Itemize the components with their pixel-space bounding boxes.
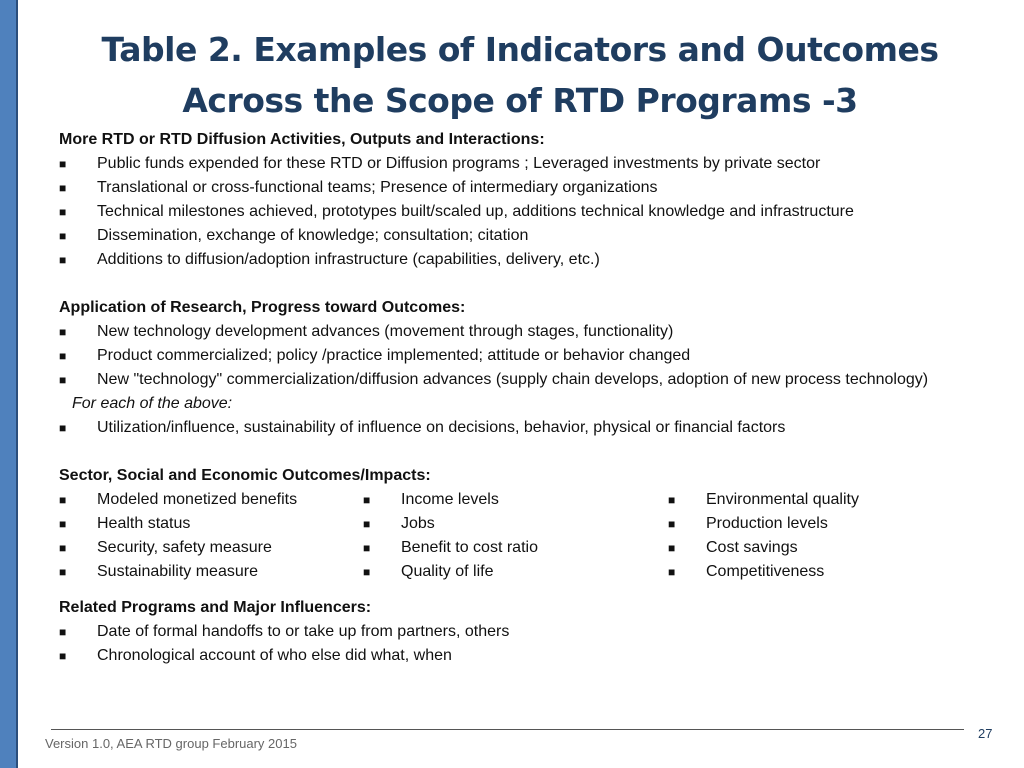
square-bullet-icon: ■ xyxy=(59,205,67,219)
square-bullet-icon: ■ xyxy=(59,253,67,267)
square-bullet-icon: ■ xyxy=(59,517,67,531)
list-item: ■ Chronological account of who else did what, when xyxy=(59,644,989,668)
list-item: ■ Income levels xyxy=(363,488,668,512)
square-bullet-icon: ■ xyxy=(363,565,371,579)
list-item: ■ Public funds expended for these RTD or Diffusion programs ; Leveraged investments by private sector xyxy=(59,152,989,176)
slide-content xyxy=(59,128,989,668)
square-bullet-icon: ■ xyxy=(59,541,67,555)
square-bullet-icon: ■ xyxy=(59,325,67,339)
slide-title: Table 2. Examples of Indicators and Outcomes Across the Scope of RTD Programs -3 xyxy=(101,30,939,120)
section-heading: Related Programs and Major Influencers: xyxy=(59,599,372,616)
list-item: ■ New technology development advances (movement through stages, functionality) xyxy=(59,320,989,344)
square-bullet-icon: ■ xyxy=(59,493,67,507)
outcomes-column xyxy=(363,488,668,584)
section-heading: Sector, Social and Economic Outcomes/Impacts: xyxy=(59,467,431,484)
footer-divider xyxy=(51,729,964,730)
square-bullet-icon: ■ xyxy=(668,517,676,531)
list-item: ■ Utilization/influence, sustainability of influence on decisions, behavior, physical or financial factors xyxy=(59,416,989,440)
list-item: ■ Health status xyxy=(59,512,363,536)
list-item: ■ Security, safety measure xyxy=(59,536,363,560)
section-heading: Application of Research, Progress toward Outcomes: xyxy=(59,299,466,316)
outcomes-column xyxy=(668,488,968,584)
list-item: ■ Translational or cross-functional teams; Presence of intermediary organizations xyxy=(59,176,989,200)
list-item: ■ Date of formal handoffs to or take up from partners, others xyxy=(59,620,989,644)
square-bullet-icon: ■ xyxy=(668,541,676,555)
square-bullet-icon: ■ xyxy=(59,421,67,435)
list-item: ■ Production levels xyxy=(668,512,968,536)
square-bullet-icon: ■ xyxy=(59,229,67,243)
list-item: ■ Environmental quality xyxy=(668,488,968,512)
list-item: ■ Cost savings xyxy=(668,536,968,560)
square-bullet-icon: ■ xyxy=(363,517,371,531)
footer-version: Version 1.0, AEA RTD group February 2015 xyxy=(45,736,297,751)
square-bullet-icon: ■ xyxy=(363,493,371,507)
list-item: ■ Modeled monetized benefits xyxy=(59,488,363,512)
list-item: ■ Competitiveness xyxy=(668,560,968,584)
square-bullet-icon: ■ xyxy=(59,649,67,663)
list-item: ■ Benefit to cost ratio xyxy=(363,536,668,560)
square-bullet-icon: ■ xyxy=(668,493,676,507)
page-number: 27 xyxy=(978,726,993,741)
square-bullet-icon: ■ xyxy=(59,373,67,387)
left-accent-bar xyxy=(0,0,18,768)
section-heading: More RTD or RTD Diffusion Activities, Outputs and Interactions: xyxy=(59,131,545,148)
list-item: ■ Dissemination, exchange of knowledge; consultation; citation xyxy=(59,224,989,248)
square-bullet-icon: ■ xyxy=(59,181,67,195)
list-note: For each of the above: xyxy=(72,395,233,412)
square-bullet-icon: ■ xyxy=(59,625,67,639)
list-item: ■ Product commercialized; policy /practice implemented; attitude or behavior changed xyxy=(59,344,989,368)
square-bullet-icon: ■ xyxy=(59,565,67,579)
outcomes-column xyxy=(59,488,363,584)
square-bullet-icon: ■ xyxy=(59,349,67,363)
square-bullet-icon: ■ xyxy=(668,565,676,579)
outcomes-columns xyxy=(59,488,989,584)
list-item: ■ Jobs xyxy=(363,512,668,536)
list-item: ■ Quality of life xyxy=(363,560,668,584)
list-item: ■ Additions to diffusion/adoption infrastructure (capabilities, delivery, etc.) xyxy=(59,248,989,272)
list-item: ■ Technical milestones achieved, prototypes built/scaled up, additions technical knowledge and infrastructure xyxy=(59,200,989,224)
square-bullet-icon: ■ xyxy=(363,541,371,555)
list-item: ■ Sustainability measure xyxy=(59,560,363,584)
list-item: ■ New "technology" commercialization/diffusion advances (supply chain develops, adoption of new process technology) xyxy=(59,368,989,392)
square-bullet-icon: ■ xyxy=(59,157,67,171)
